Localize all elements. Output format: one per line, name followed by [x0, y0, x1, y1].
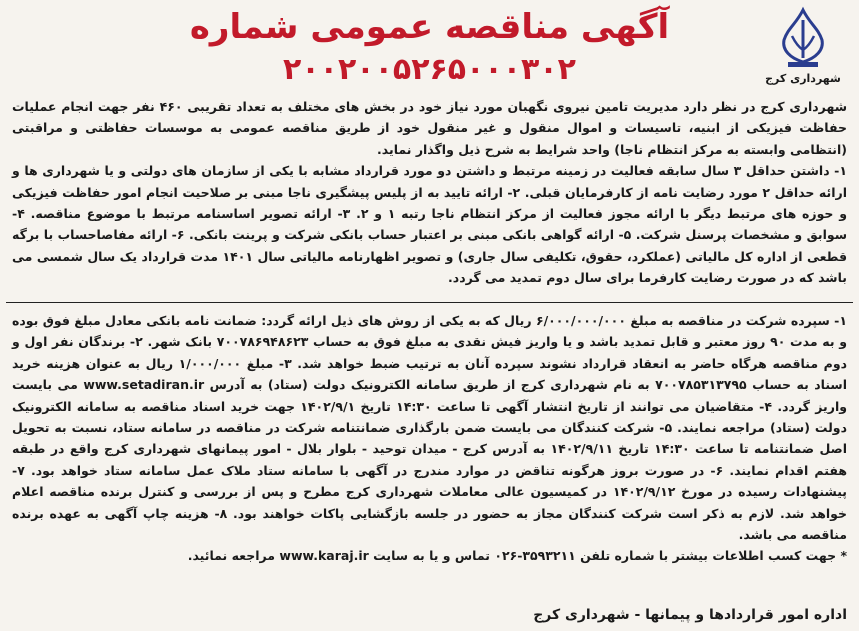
tender-number: ۲۰۰۲۰۰۵۲۶۵۰۰۰۳۰۲ [283, 52, 576, 87]
notice-section-1 [12, 96, 847, 289]
contact-paragraph: * جهت کسب اطلاعات بیشتر با شماره تلفن ۳۵۹۳۲۱۱-۰۲۶ تماس و یا به سایت www.karaj.ir مراجعه نمائید. [187, 548, 847, 564]
notice-title: آگهی مناقصه عمومی شماره [189, 7, 670, 47]
conditions-paragraph: ۱- داشتن حداقل ۳ سال سابقه فعالیت در زمینه مرتبط و داشتن دو مورد قرارداد مشابه با یکی از سازمان های دولتی و یا شهرداری ها و ارائه حداقل ۲ مورد رضایت نامه از کارفرمایان قبلی. ۲- ارائه تایید به از پلیس پیشگیری ناجا مبنی بر صلاحیت انجام امور حفاظت فیزیکی و حوزه های مرتبط دیگر با ارائه مجوز فعالیت از مرکز انتظام ناجا رتبه ۱ و ۲. ۳- ارائه تصویر اساسنامه مرتبط با موضوع مناقصه. ۴- سوابق و مشخصات پرسنل شرکت. ۵- ارائه گواهی بانکی مبنی بر اعتبار حساب بانکی شرکت و پرینت بانکی. ۶- ارائه مفاصاحساب با برگه قطعی از اداره کل مالیاتی (عملکرد، حقوق، تکلیفی سال جاری) و تصویر اظهارنامه مالیاتی سال ۱۴۰۱ مدت قرارداد یک سال شمسی می باشد که در صورت رضایت کارفرما برای سال دوم تمدید می گردد. [12, 163, 848, 286]
logo-caption: شهرداری کرج [765, 72, 841, 85]
karaj-municipality-logo [763, 6, 843, 102]
intro-paragraph: شهرداری کرج در نظر دارد مدیریت تامین نیروی نگهبان مورد نیاز خود در بخش های مختلف به تعداد تقریبی ۴۶۰ نفر جهت انجام عملیات حفاظت فیزیکی از ابنیه، تاسیسات و اموال منقول و غیر منقول خود از طریق مناقصه عمومی به موسسات حفاظتی و مراقبتی (انتظامی وابسته به مرکز انتظام ناجا) واحد شرایط به شرح ذیل واگذار نماید. [12, 99, 847, 157]
signature-line: اداره امور قراردادها و پیمانها - شهرداری کرج [533, 607, 847, 623]
terms-paragraph: ۱- سپرده شرکت در مناقصه به مبلغ ۶/۰۰۰/۰۰۰/۰۰۰ ریال که به یکی از روش های ذیل ارائه گردد: ضمانت نامه بانکی معادل مبلغ فوق بوده و به مدت ۹۰ روز معتبر و قابل تمدید باشد و یا واریز فیش نقدی به مبلغ فوق به حساب ۷۰۰۷۸۶۹۴۸۶۲۳ بانک شهر. ۲- برندگان نفر اول و دوم مناقصه هرگاه حاضر به انعقاد قرارداد نشوند سپرده آنان به ترتیب ضبط خواهد شد. ۳- مبلغ ۱/۰۰۰/۰۰۰ ریال به عنوان هزینه خرید اسناد به حساب ۷۰۰۷۸۵۳۱۳۷۹۵ به نام شهرداری کرج از طریق سامانه الکترونیک دولت (ستاد) به آدرس www.setadiran.ir می بایست واریز گردد. ۴- متقاضیان می توانند از تاریخ انتشار آگهی تا ساعت ۱۴:۳۰ تاریخ ۱۴۰۲/۹/۱ جهت خرید اسناد مناقصه به سامانه الکترونیک دولت (ستاد) مراجعه نمایند. ۵- شرکت کنندگان می بایست ضمن بارگذاری ضمانتنامه شرکت در مناقصه در سامانه ستاد، نسبت به تحویل اصل ضمانتنامه تا ساعت ۱۴:۳۰ تاریخ ۱۴۰۲/۹/۱۱ به آدرس کرج - میدان توحید - بلوار بلال - امور پیمانهای شهرداری کرج واقع در طبقه هفتم اقدام نمایند. ۶- در صورت بروز هرگونه تناقض در موارد مندرج در آگهی با سامانه ستاد ملاک عمل سامانه ستاد خواهد بود. ۷- پیشنهادات رسیده در مورخ ۱۴۰۲/۹/۱۲ در کمیسیون عالی معاملات شهرداری کرج مطرح و پس از بررسی و کنترل برنده مناقصه اعلام خواهد شد. لازم به ذکر است شرکت کنندگان مجاز به حضور در جلسه بازگشایی پاکات خواهند بود. ۸- هزینه چاپ آگهی به عهده برنده مناقصه می باشد. [12, 313, 848, 543]
logo-emblem-icon [774, 6, 832, 70]
notice-section-2 [12, 310, 847, 567]
section-divider [6, 302, 853, 303]
